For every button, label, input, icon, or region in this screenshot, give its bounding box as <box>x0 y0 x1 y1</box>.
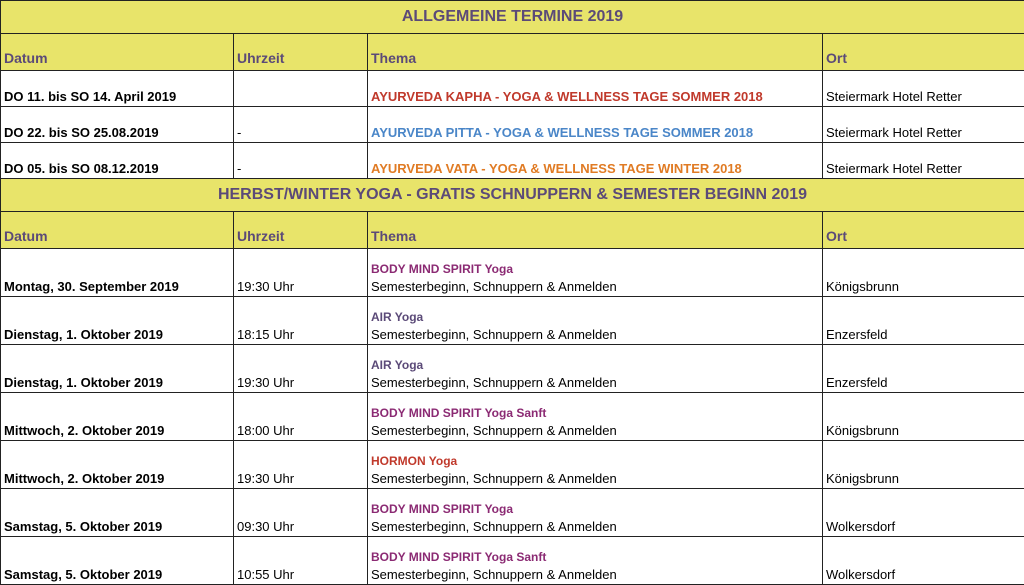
row-thema <box>368 249 823 297</box>
row-thema <box>368 441 823 489</box>
header-thema: Thema <box>368 212 823 249</box>
row-thema <box>368 345 823 393</box>
header-datum: Datum <box>1 212 234 249</box>
section2-row <box>1 441 1024 489</box>
section2-row <box>1 537 1024 585</box>
row-ort: Enzersfeld <box>823 297 1024 345</box>
topic-description: Semesterbeginn, Schnuppern & Anmelden <box>371 519 822 534</box>
topic-description: Semesterbeginn, Schnuppern & Anmelden <box>371 471 822 486</box>
topic-description: Semesterbeginn, Schnuppern & Anmelden <box>371 567 822 582</box>
topic-description: Semesterbeginn, Schnuppern & Anmelden <box>371 423 822 438</box>
section1-title: ALLGEMEINE TERMINE 2019 <box>1 1 1024 34</box>
row-uhrzeit: 19:30 Uhr <box>234 441 368 489</box>
row-thema <box>368 393 823 441</box>
row-thema: AYURVEDA PITTA - YOGA & WELLNESS TAGE SOMMER 2018 <box>368 107 823 143</box>
row-datum: Mittwoch, 2. Oktober 2019 <box>1 393 234 441</box>
topic-title: BODY MIND SPIRIT Yoga <box>371 502 822 516</box>
row-datum: Samstag, 5. Oktober 2019 <box>1 537 234 585</box>
row-thema <box>368 297 823 345</box>
topic-title: AIR Yoga <box>371 358 822 372</box>
topic-title: AIR Yoga <box>371 310 822 324</box>
header-ort: Ort <box>823 212 1024 249</box>
topic-description: Semesterbeginn, Schnuppern & Anmelden <box>371 279 822 294</box>
section1-header-row <box>1 34 1024 71</box>
row-ort: Wolkersdorf <box>823 489 1024 537</box>
row-datum: DO 05. bis SO 08.12.2019 <box>1 143 234 179</box>
row-uhrzeit: 19:30 Uhr <box>234 249 368 297</box>
section2-title-row <box>1 179 1024 212</box>
topic-title: BODY MIND SPIRIT Yoga Sanft <box>371 406 822 420</box>
row-ort: Steiermark Hotel Retter <box>823 71 1024 107</box>
row-thema: AYURVEDA VATA - YOGA & WELLNESS TAGE WINTER 2018 <box>368 143 823 179</box>
row-ort: Wolkersdorf <box>823 537 1024 585</box>
row-datum: DO 11. bis SO 14. April 2019 <box>1 71 234 107</box>
row-ort: Königsbrunn <box>823 249 1024 297</box>
section2-row <box>1 249 1024 297</box>
row-ort: Steiermark Hotel Retter <box>823 107 1024 143</box>
section1-row <box>1 143 1024 179</box>
section2-row <box>1 489 1024 537</box>
row-datum: Dienstag, 1. Oktober 2019 <box>1 345 234 393</box>
section1-row <box>1 107 1024 143</box>
schedule-body <box>1 1 1024 585</box>
row-uhrzeit: - <box>234 107 368 143</box>
header-ort: Ort <box>823 34 1024 71</box>
row-datum: Dienstag, 1. Oktober 2019 <box>1 297 234 345</box>
header-thema: Thema <box>368 34 823 71</box>
row-datum: DO 22. bis SO 25.08.2019 <box>1 107 234 143</box>
header-uhrzeit: Uhrzeit <box>234 212 368 249</box>
row-uhrzeit <box>234 71 368 107</box>
row-uhrzeit: 18:15 Uhr <box>234 297 368 345</box>
header-uhrzeit: Uhrzeit <box>234 34 368 71</box>
row-thema <box>368 537 823 585</box>
row-thema <box>368 489 823 537</box>
section2-row <box>1 393 1024 441</box>
topic-title: BODY MIND SPIRIT Yoga <box>371 262 822 276</box>
row-ort: Königsbrunn <box>823 393 1024 441</box>
row-uhrzeit: 18:00 Uhr <box>234 393 368 441</box>
topic-title: HORMON Yoga <box>371 454 822 468</box>
row-datum: Mittwoch, 2. Oktober 2019 <box>1 441 234 489</box>
row-ort: Enzersfeld <box>823 345 1024 393</box>
section2-row <box>1 345 1024 393</box>
header-datum: Datum <box>1 34 234 71</box>
section1-row <box>1 71 1024 107</box>
row-uhrzeit: 19:30 Uhr <box>234 345 368 393</box>
row-datum: Montag, 30. September 2019 <box>1 249 234 297</box>
row-uhrzeit: 09:30 Uhr <box>234 489 368 537</box>
row-ort: Steiermark Hotel Retter <box>823 143 1024 179</box>
section1-title-row <box>1 1 1024 34</box>
row-thema: AYURVEDA KAPHA - YOGA & WELLNESS TAGE SOMMER 2018 <box>368 71 823 107</box>
section2-row <box>1 297 1024 345</box>
topic-description: Semesterbeginn, Schnuppern & Anmelden <box>371 327 822 342</box>
topic-description: Semesterbeginn, Schnuppern & Anmelden <box>371 375 822 390</box>
row-uhrzeit: - <box>234 143 368 179</box>
topic-title: BODY MIND SPIRIT Yoga Sanft <box>371 550 822 564</box>
section2-title: HERBST/WINTER YOGA - GRATIS SCHNUPPERN & SEMESTER BEGINN 2019 <box>1 179 1024 212</box>
row-datum: Samstag, 5. Oktober 2019 <box>1 489 234 537</box>
section2-header-row <box>1 212 1024 249</box>
row-ort: Königsbrunn <box>823 441 1024 489</box>
row-uhrzeit: 10:55 Uhr <box>234 537 368 585</box>
